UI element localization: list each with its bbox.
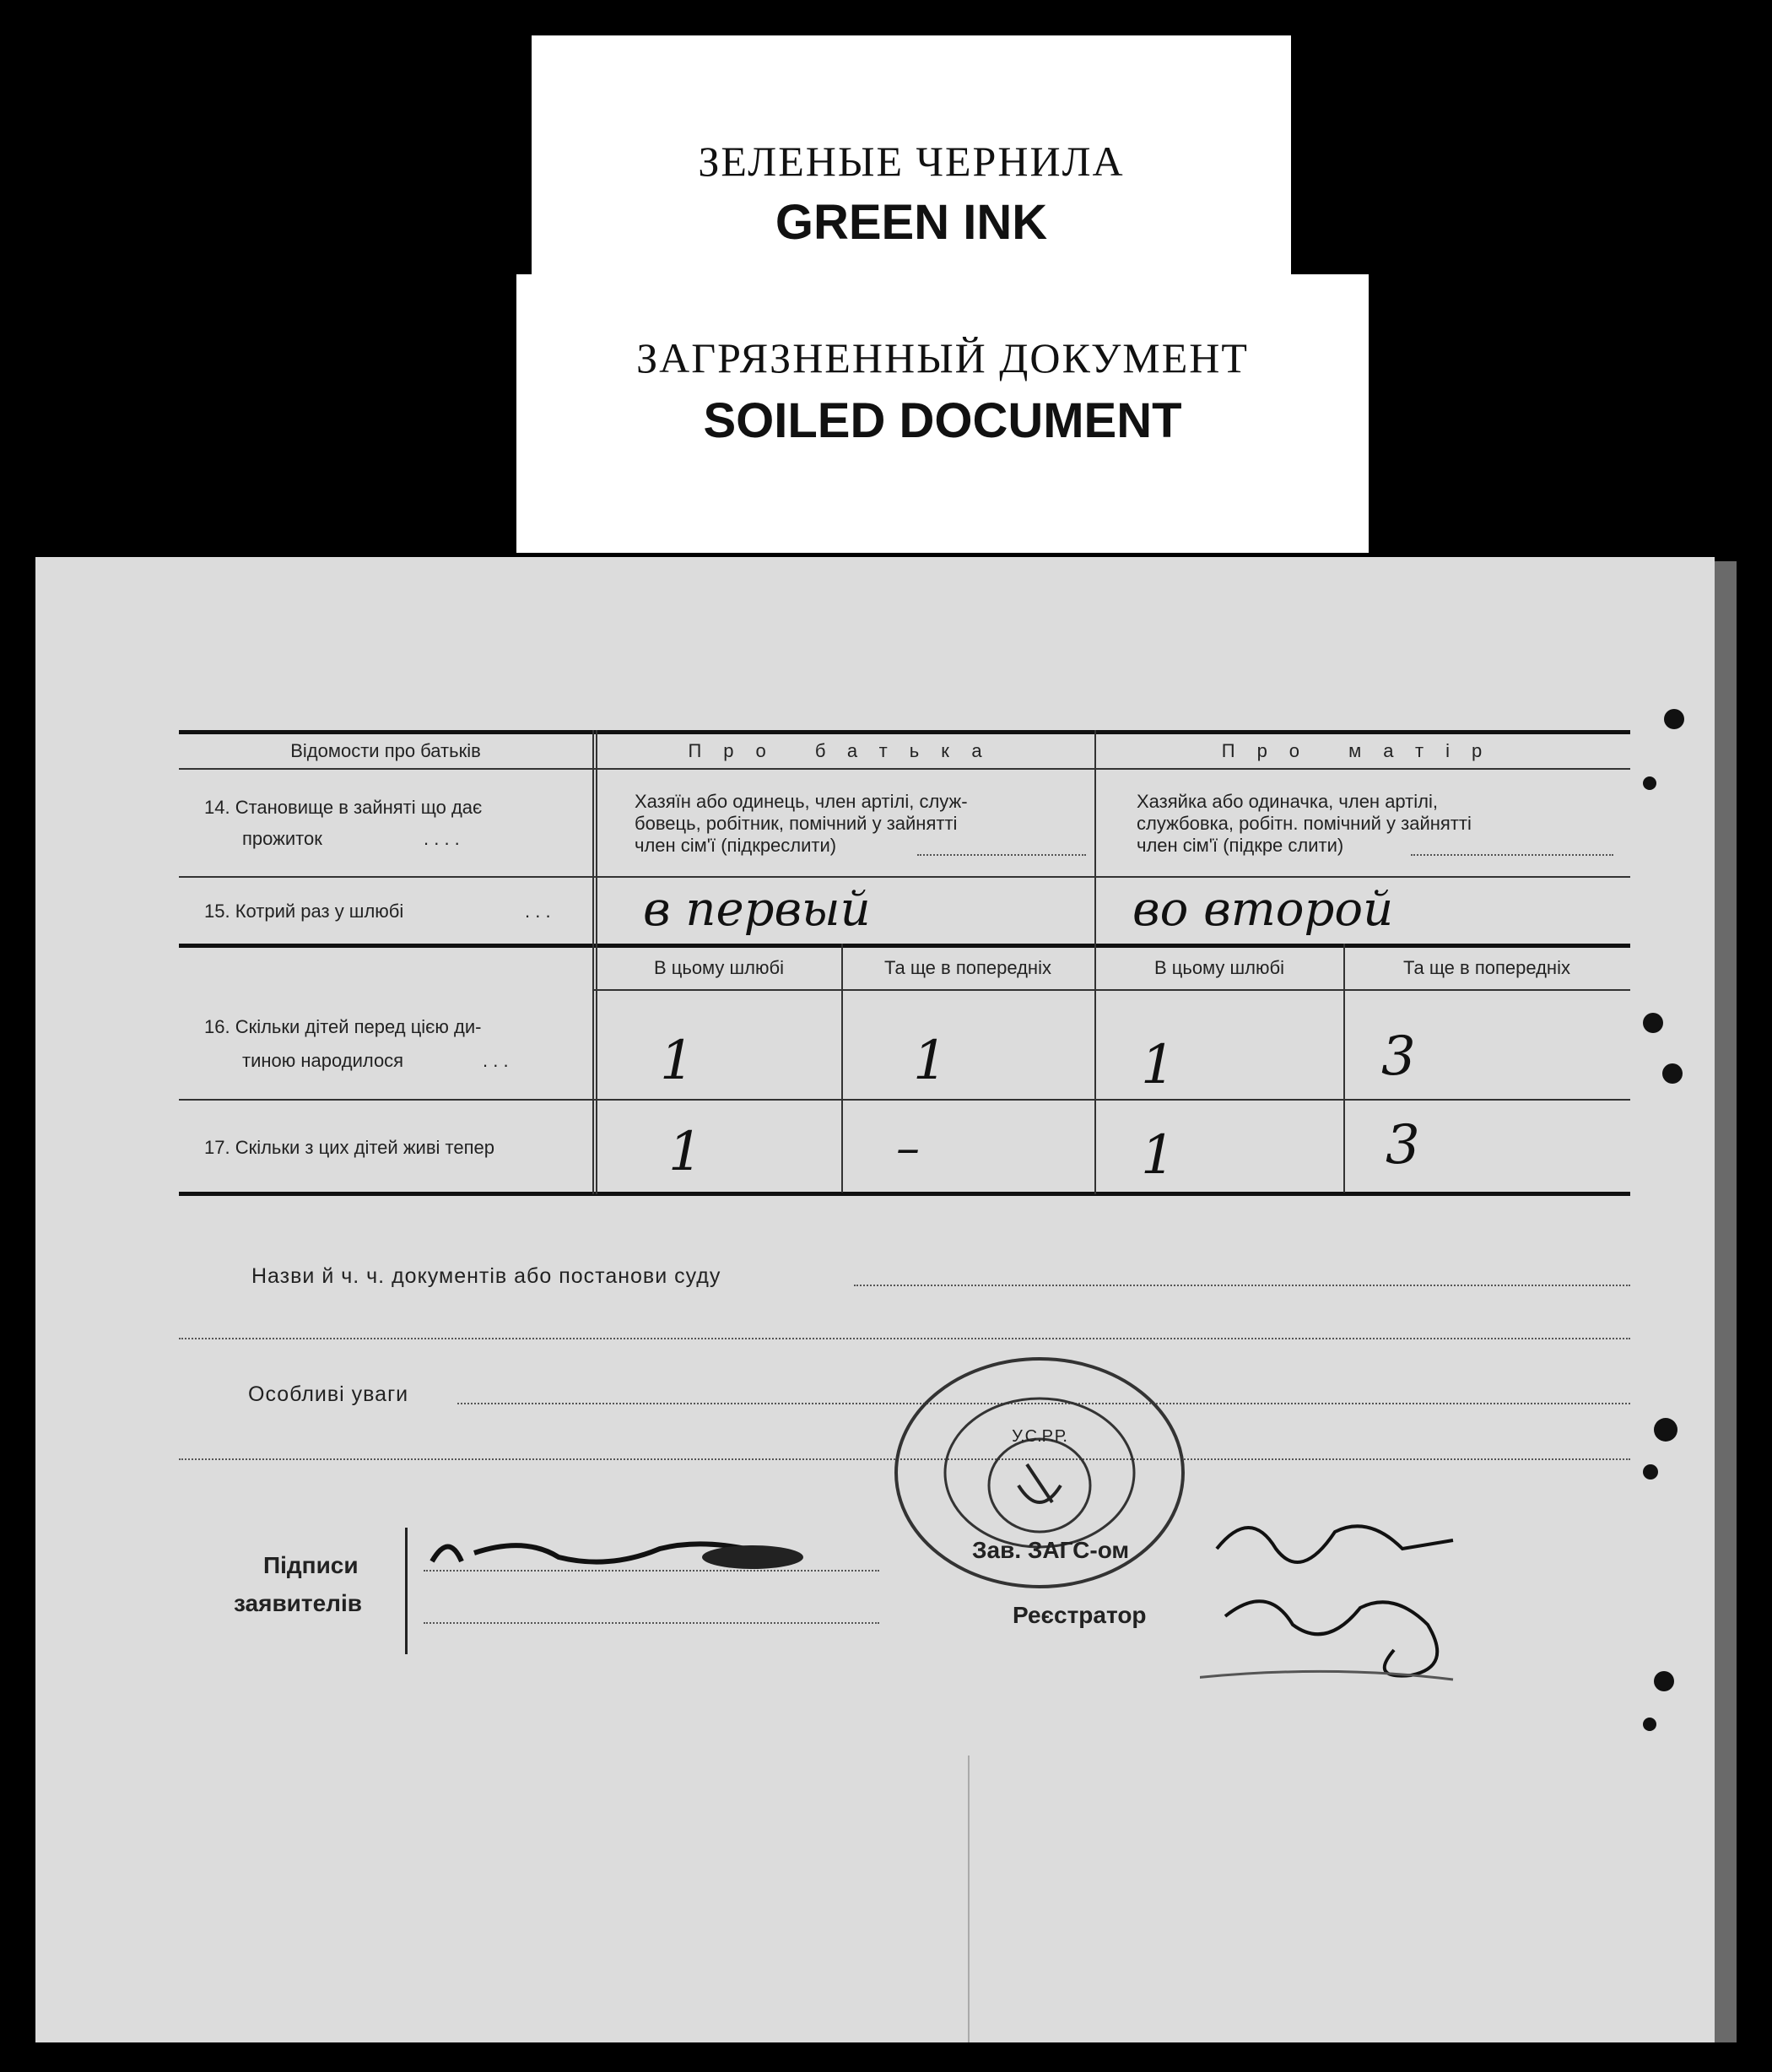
soiled-ru: ЗАГРЯЗНЕННЫЙ ДОКУМЕНТ (636, 334, 1249, 381)
row15-label: 15. Котрий раз у шлюбі (204, 901, 404, 922)
row14-father-dotted-line (917, 854, 1086, 856)
documents-label: Назви й ч. ч. документів або постанови суду (251, 1264, 721, 1288)
paper-crease (968, 1756, 970, 2042)
green-ink-label (532, 35, 1291, 304)
row14-father-text: бовець, робітник, помічний у зайнятті (635, 813, 958, 834)
header-father: Про батька (688, 740, 1004, 761)
row17-mother-previous-value: 3 (1386, 1114, 1420, 1177)
stamp-center-text: У.С.Р.Р. (1012, 1427, 1067, 1446)
documents-dotted-line (854, 1285, 1630, 1286)
table-row-border (592, 989, 1630, 991)
subheader-mother-previous: Та ще в попередніх (1403, 957, 1570, 978)
row16-mother-previous-value: 3 (1381, 1025, 1416, 1088)
subheader-father-this: В цьому шлюбі (653, 957, 785, 978)
row14-mother-text: Хазяйка або одиначка, член артілі, (1137, 791, 1438, 812)
row17-father-previous-value: – (896, 1121, 920, 1176)
green-ink-ru: ЗЕЛЕНЫЕ ЧЕРНИЛА (698, 138, 1125, 185)
page-edge (1713, 561, 1737, 2042)
row14-mother-text: службовка, робітн. помічний у зайнятті (1137, 813, 1472, 834)
table-column-divider (592, 730, 594, 1194)
punch-hole (1662, 1063, 1683, 1084)
table-row-border (179, 944, 1630, 948)
row16-label: 16. Скільки дітей перед цією ди- (204, 1016, 482, 1037)
row15-father-handwritten: в первый (643, 882, 871, 937)
round-stamp (879, 1350, 1200, 1604)
punch-hole (1643, 1464, 1658, 1480)
registrar-label: Реєстратор (1013, 1602, 1147, 1628)
table-column-divider (841, 944, 843, 1193)
signature-bracket (405, 1528, 408, 1654)
row16-father-this-value: 1 (660, 1030, 694, 1092)
header-info: Відомости про батьків (290, 740, 481, 761)
row16-label-cont: тиною народилося (242, 1050, 404, 1071)
row17-father-this-value: 1 (668, 1121, 703, 1183)
zags-label: Зав. ЗАГС-ом (972, 1537, 1130, 1563)
subheader-mother-this: В цьому шлюбі (1153, 957, 1285, 978)
document-sheet (35, 557, 1715, 2042)
table-row-border (179, 876, 1630, 878)
row14-mother-dotted-line (1411, 854, 1613, 856)
row16-father-previous-value: 1 (913, 1030, 948, 1092)
row15-dots: . . . (525, 901, 551, 922)
punch-hole (1643, 1013, 1663, 1033)
row17-label: 17. Скільки з цих дітей живі тепер (204, 1137, 494, 1158)
punch-hole (1654, 1671, 1674, 1691)
documents-dotted-line-2 (179, 1338, 1630, 1339)
punch-hole (1643, 1718, 1656, 1731)
punch-hole (1664, 709, 1684, 729)
applicant-signature (424, 1528, 820, 1578)
row15-mother-handwritten: во второй (1132, 882, 1394, 937)
table-top-border (179, 730, 1630, 734)
punch-hole (1654, 1418, 1677, 1442)
table-header-border (179, 768, 1630, 770)
notes-label: Особливі уваги (248, 1382, 409, 1406)
row16-mother-this-value: 1 (1141, 1034, 1175, 1096)
official-signatures (1200, 1498, 1554, 1701)
green-ink-en: GREEN INK (775, 195, 1048, 250)
row14-dots: . . . . (424, 828, 460, 849)
signature-line-2 (424, 1622, 879, 1624)
row14-mother-text: член сім'ї (підкре слити) (1137, 835, 1344, 856)
soiled-document-label (516, 274, 1369, 553)
table-bottom-border (179, 1192, 1630, 1196)
row14-label: 14. Становище в зайняті що дає (204, 797, 483, 818)
table-row-border (179, 1099, 1630, 1101)
header-mother: Про матір (1221, 740, 1505, 761)
punch-hole (1643, 776, 1656, 790)
subheader-father-previous: Та ще в попередніх (884, 957, 1051, 978)
table-column-divider (1343, 944, 1345, 1193)
row16-dots: . . . (483, 1050, 509, 1071)
signatures-label: Підписи (263, 1552, 359, 1578)
row14-father-text: Хазяїн або одинець, член артілі, служ- (635, 791, 968, 812)
soiled-en: SOILED DOCUMENT (703, 393, 1182, 448)
row14-label-cont: прожиток (242, 828, 322, 849)
signatures-label-cont: заявителів (234, 1590, 362, 1616)
row17-mother-this-value: 1 (1141, 1124, 1175, 1187)
row14-father-text: член сім'ї (підкреслити) (635, 835, 837, 856)
